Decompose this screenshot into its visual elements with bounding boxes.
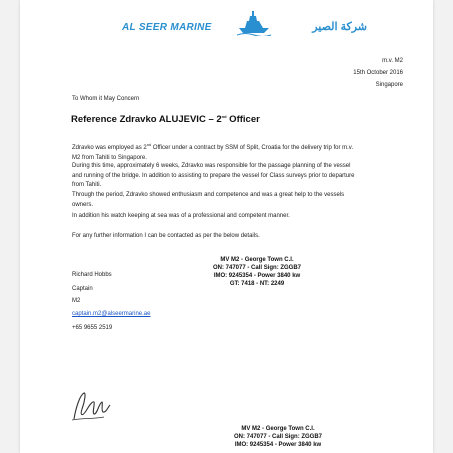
letter-date: 15th October 2016 — [353, 70, 403, 76]
vessel-line: m.v. M2 — [382, 58, 403, 64]
signatory-vessel: M2 — [72, 298, 81, 304]
company-name-arabic: شركة الصير — [312, 21, 367, 33]
salutation: To Whom it May Concern — [72, 96, 140, 102]
letter-title: Reference Zdravko ALUJEVIC – 2nd Officer — [71, 114, 260, 126]
signatory-name: Richard Hobbs — [72, 272, 112, 278]
ship-icon — [237, 8, 271, 36]
stamp-line: ON: 747077 - Call Sign: ZGGB7 — [213, 265, 302, 271]
body-paragraph-1: Zdravko was employed as 2nd Officer under a contract by SSM of Split, Croatia for the delivery trip for m.v. M2 from Tahiti to Singapore. — [72, 142, 354, 161]
body-paragraph-5: For any further information I can be contacted as per the below details. — [72, 233, 260, 239]
letter-location: Singapore — [375, 82, 403, 88]
company-name-english: AL SEER MARINE — [122, 22, 212, 33]
stamp-line: IMO: 9245354 - Power 3840 kw — [213, 273, 301, 279]
signatory-phone: +65 9655 2519 — [72, 325, 113, 331]
body-paragraph-3: Through the period, Zdravko showed enthusiasm and competence and was a great help to the vessels owners. — [72, 192, 345, 208]
letter-page — [20, 0, 433, 453]
stamp-line: GT: 7418 - NT: 2249 — [229, 281, 285, 287]
stamp-line: MV M2 - George Town C.I. — [220, 257, 294, 263]
vessel-stamp — [213, 256, 301, 288]
signatory-email-link[interactable]: captain.m2@alseermarine.ae — [72, 311, 151, 317]
signatory-role: Captain — [72, 286, 93, 292]
stamp-line: ON: 747077 - Call Sign: ZGGB7 — [234, 434, 323, 440]
body-paragraph-4: In addition his watch keeping at sea was of a professional and competent manner. — [72, 213, 290, 219]
stamp-line: MV M2 - George Town C.I. — [241, 426, 315, 432]
company-logo — [122, 6, 367, 36]
footer-vessel-stamp — [234, 425, 322, 449]
handwritten-signature — [70, 389, 126, 423]
stamp-line: IMO: 9245354 - Power 3840 kw — [234, 442, 322, 448]
body-paragraph-2: During this time, approximately 6 weeks, Zdravko was responsible for the passage planning of the vessel and running of the bridge. In addition to assisting to prepare the vessel for Class surveys prior to departure from Tahiti. — [72, 163, 355, 188]
